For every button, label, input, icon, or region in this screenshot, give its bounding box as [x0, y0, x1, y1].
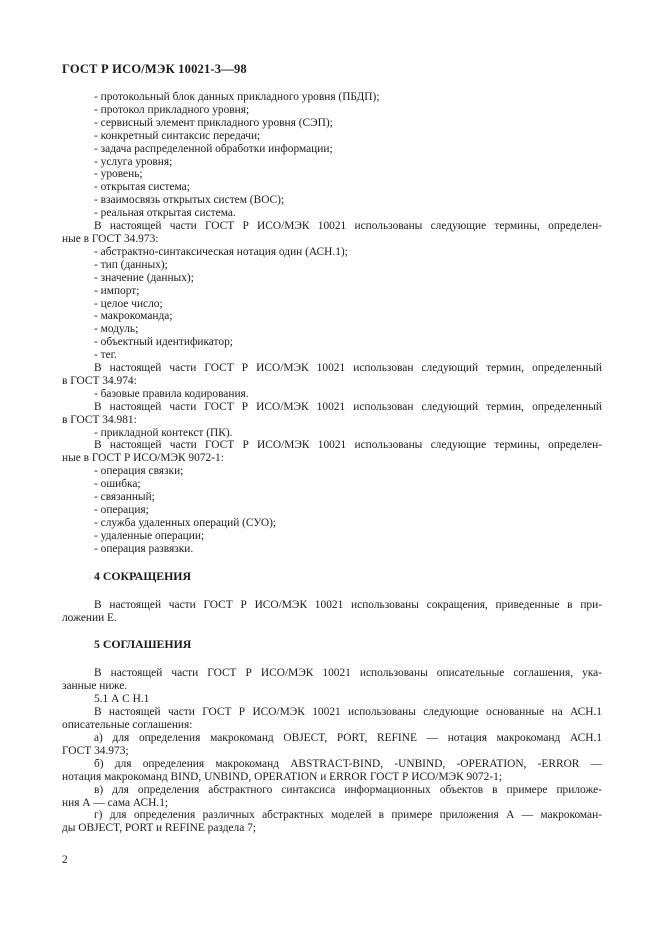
paragraph-line: в ГОСТ 34.981:: [62, 413, 137, 426]
list-item: - базовые правила кодирования.: [94, 387, 249, 400]
list-item: - целое число;: [94, 297, 163, 310]
paragraph-line: описательные соглашения:: [62, 719, 193, 732]
list-item: - конкретный синтаксис передачи;: [94, 129, 261, 142]
list-item: - открытая система;: [94, 181, 190, 194]
document-header: ГОСТ Р ИСО/МЭК 10021-3—98: [62, 62, 247, 76]
paragraph-line: в ГОСТ 34.974:: [62, 374, 137, 387]
list-item: - операция связки;: [94, 465, 184, 478]
paragraph-line: ложении Е.: [62, 611, 117, 624]
paragraph-line: В настоящей части ГОСТ Р ИСО/МЭК 10021 использованы сокращения, приведенные в при-: [94, 598, 602, 611]
document-page: [62, 62, 602, 835]
list-item: - ошибка;: [94, 478, 141, 491]
paragraph-line: г) для определения различных абстрактных моделей в примере приложения А — макрокоман-: [94, 809, 602, 822]
subsection-heading: 5.1 А С Н.1: [94, 693, 150, 706]
paragraph-line: В настоящей части ГОСТ Р ИСО/МЭК 10021 использованы следующие термины, определен-: [94, 439, 602, 452]
paragraph-line: ния А — сама АСН.1;: [62, 796, 169, 809]
list-item: - тег.: [94, 349, 117, 362]
list-item: - абстрактно-синтаксическая нотация один (АСН.1);: [94, 245, 348, 258]
paragraph-line: в) для определения абстрактного синтаксиса информационных объектов в примере приложе-: [94, 783, 602, 796]
paragraph-line: ды OBJECT, PORT и REFINE раздела 7;: [62, 822, 256, 835]
terms-list-1: [62, 91, 602, 220]
paragraph-line: занные ниже.: [62, 680, 128, 693]
list-item: - импорт;: [94, 284, 140, 297]
list-item: - операция;: [94, 504, 149, 516]
list-item: - взаимосвязь открытых систем (ВОС);: [94, 194, 285, 207]
paragraph-line: нотация макрокоманд BIND, UNBIND, OPERATION и ERROR ГОСТ Р ИСО/МЭК 9072-1;: [62, 770, 502, 783]
paragraph-line: В настоящей части ГОСТ Р ИСО/МЭК 10021 использован следующий термин, определенный: [94, 362, 602, 375]
list-item: - услуга уровня;: [94, 155, 173, 168]
list-item: - сервисный элемент прикладного уровня (СЭП);: [94, 116, 333, 129]
list-item: - протокол прикладного уровня;: [94, 103, 250, 116]
paragraph-line: ные в ГОСТ Р ИСО/МЭК 9072-1:: [62, 452, 224, 465]
section-5-heading: 5 СОГЛАШЕНИЯ: [94, 637, 192, 652]
paragraph-line: а) для определения макрокоманд OBJECT, PORT, REFINE — нотация макрокоманд АСН.1: [94, 731, 602, 744]
paragraph-line: В настоящей части ГОСТ Р ИСО/МЭК 10021 использованы следующие основанные на АСН.1: [94, 706, 602, 719]
list-item: - реальная открытая система.: [94, 207, 236, 220]
list-item: - удаленные операции;: [94, 529, 205, 542]
list-item: - операция развязки.: [94, 542, 194, 555]
list-item: - объектный идентификатор;: [94, 336, 233, 349]
list-item: - служба удаленных операций (СУО);: [94, 516, 277, 529]
paragraph-line: ные в ГОСТ 34.973:: [62, 232, 159, 245]
paragraph-line: В настоящей части ГОСТ Р ИСО/МЭК 10021 использованы следующие термины, определен-: [94, 220, 602, 233]
terms-list-2: [62, 246, 602, 362]
list-item: - связанный;: [94, 491, 155, 504]
paragraph-line: ГОСТ 34.973;: [62, 744, 129, 757]
page-number: 2: [62, 854, 68, 866]
list-item: - тип (данных);: [94, 258, 168, 271]
list-item: - задача распределенной обработки информации;: [94, 142, 333, 155]
section-4-heading: 4 СОКРАЩЕНИЯ: [94, 568, 192, 583]
paragraph-line: б) для определения макрокоманд ABSTRACT-BIND, -UNBIND, -OPERATION, -ERROR —: [94, 757, 602, 770]
list-item: - макрокоманда;: [94, 310, 173, 323]
list-item: - протокольный блок данных прикладного уровня (ПБДП);: [94, 91, 380, 103]
paragraph-line: В настоящей части ГОСТ Р ИСО/МЭК 10021 использован следующий термин, определенный: [94, 400, 602, 413]
paragraph-line: В настоящей части ГОСТ Р ИСО/МЭК 10021 использованы описательные соглашения, ука-: [94, 667, 602, 680]
list-item: - уровень;: [94, 168, 143, 181]
list-item: - значение (данных);: [94, 271, 194, 284]
list-item: - модуль;: [94, 323, 139, 336]
list-item: - прикладной контекст (ПК).: [94, 426, 233, 439]
terms-list-5: [62, 465, 602, 555]
